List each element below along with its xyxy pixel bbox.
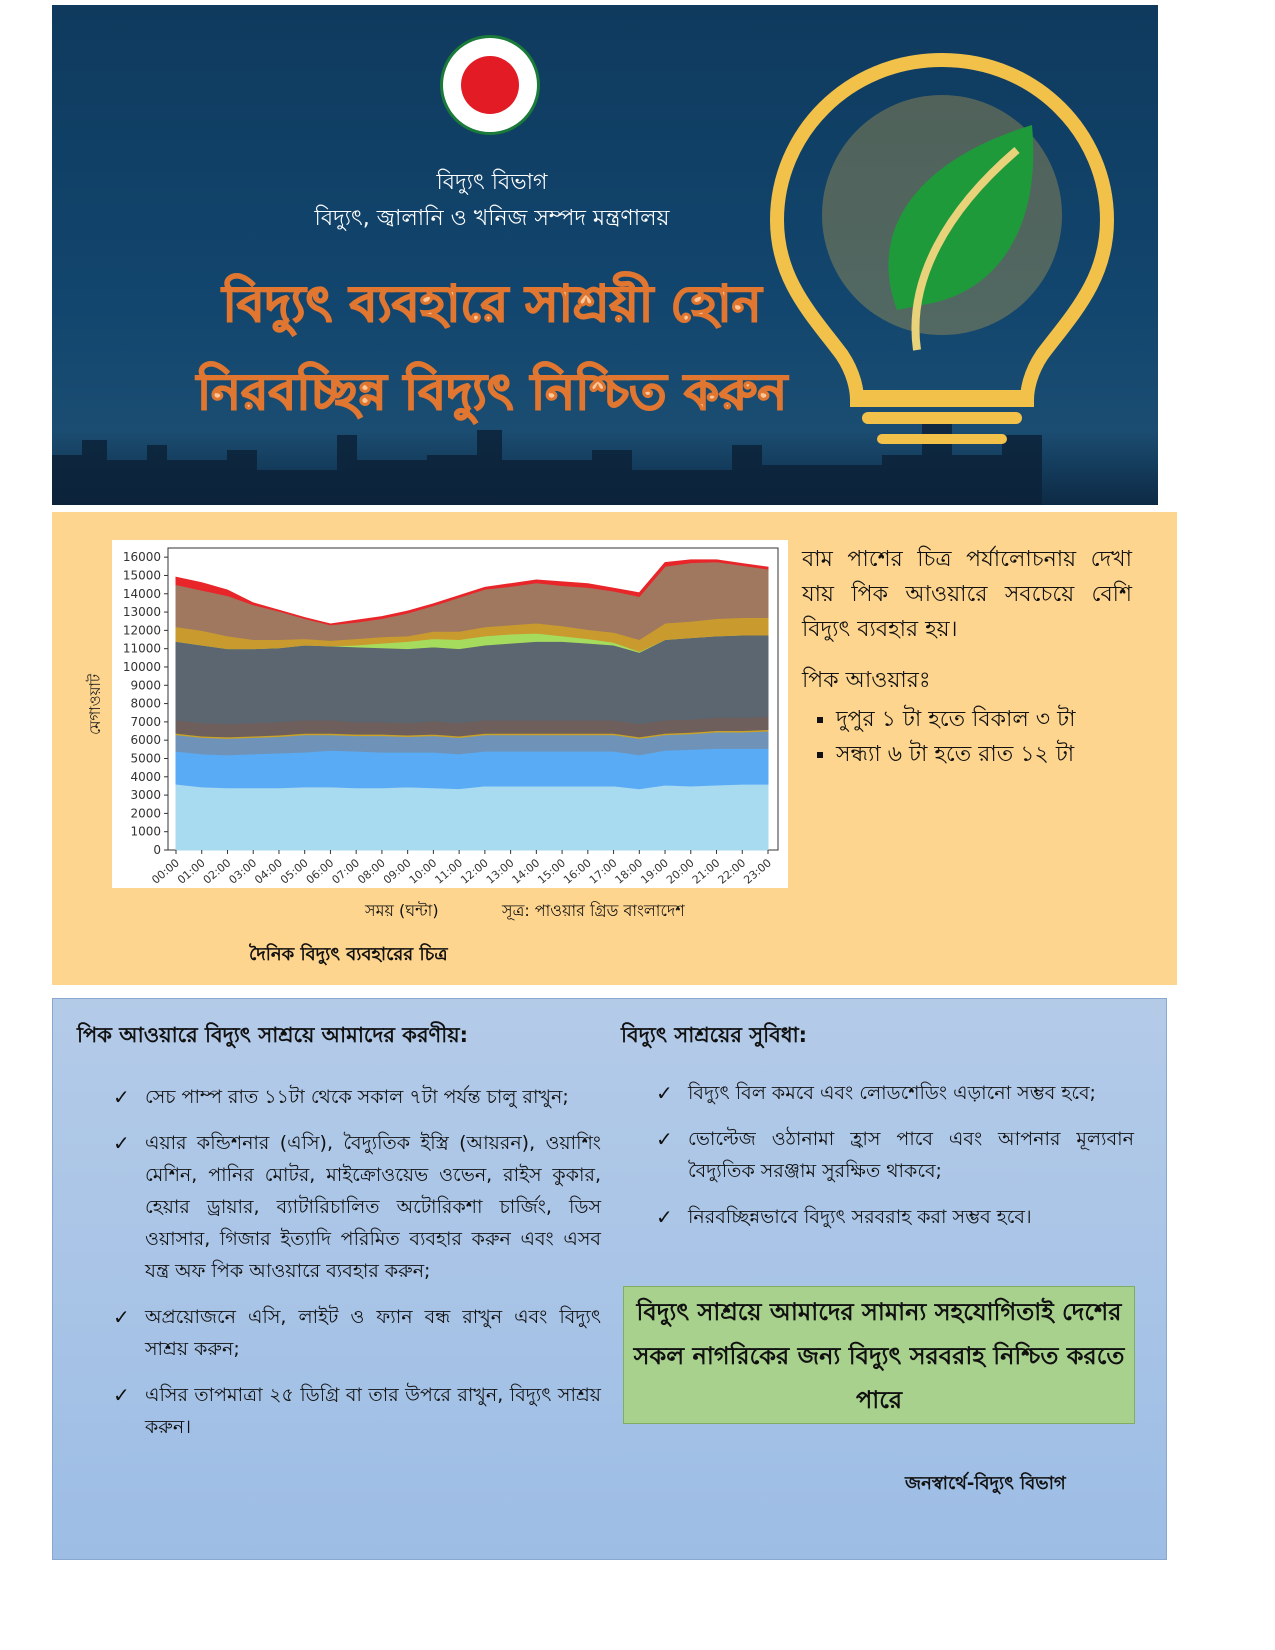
x-tick-label: 01:00 [175, 856, 208, 887]
department-name: বিদ্যুৎ বিভাগ [436, 170, 548, 195]
action-item [113, 1081, 601, 1113]
chart-caption: দৈনিক বিদ্যুৎ ব্যবহারের চিত্র [249, 944, 448, 965]
y-tick-label: 5000 [130, 751, 161, 766]
chart-source: সূত্র: পাওয়ার গ্রিড বাংলাদেশ [502, 901, 685, 920]
x-tick-label: 10:00 [406, 856, 440, 887]
y-tick-label: 15000 [122, 568, 161, 583]
benefit-item [656, 1123, 1134, 1187]
y-tick-label: 8000 [130, 696, 161, 711]
y-tick-label: 14000 [122, 586, 161, 601]
area-series-1 [176, 784, 768, 850]
benefits-title: বিদ্যুৎ সাশ্রয়ের সুবিধা: [621, 1023, 808, 1047]
chart-description-block [802, 542, 1132, 772]
x-tick-label: 09:00 [380, 856, 414, 887]
action-text: এসির তাপমাত্রা ২৫ ডিগ্রি বা তার উপরে রাখুন, বিদ্যুৎ সাশ্রয় করুন। [145, 1384, 601, 1438]
government-seal-logo [440, 35, 540, 135]
checkmark-icon: ✓ [113, 1131, 130, 1155]
peak-hour-item: ▪ দুপুর ১ টা হতে বিকাল ৩ টা [836, 702, 1132, 737]
checkmark-icon: ✓ [656, 1081, 673, 1105]
benefit-item [656, 1201, 1134, 1233]
peak-hour-item: ▪ সন্ধ্যা ৬ টা হতে রাত ১২ টা [836, 737, 1132, 772]
x-tick-label: 20:00 [664, 856, 697, 887]
benefit-text: নিরবচ্ছিন্নভাবে বিদ্যুৎ সরবরাহ করা সম্ভব হবে। [688, 1206, 1032, 1228]
action-text: অপ্রয়োজনে এসি, লাইট ও ফ্যান বন্ধ রাখুন এবং বিদ্যুৎ সাশ্রয় করুন; [145, 1306, 601, 1360]
y-tick-label: 6000 [130, 733, 161, 748]
x-tick-label: 00:00 [149, 856, 182, 887]
x-axis-label: সময় (ঘন্টা) [365, 901, 439, 920]
checkmark-icon: ✓ [113, 1305, 130, 1329]
lightbulb-leaf-icon [747, 50, 1137, 450]
x-tick-label: 21:00 [689, 856, 723, 887]
x-tick-label: 08:00 [355, 856, 388, 887]
ministry-name: বিদ্যুৎ, জ্বালানি ও খনিজ সম্পদ মন্ত্রণালয় [314, 206, 670, 231]
action-text: সেচ পাম্প রাত ১১টা থেকে সকাল ৭টা পর্যন্ত চালু রাখুন; [145, 1086, 569, 1108]
x-tick-label: 03:00 [226, 856, 260, 887]
chart-container [112, 540, 788, 888]
x-tick-label: 02:00 [200, 856, 234, 887]
actions-list [113, 1081, 601, 1457]
action-item [113, 1127, 601, 1287]
stacked-area-chart [112, 540, 788, 888]
header-banner [52, 5, 1158, 505]
x-tick-label: 17:00 [586, 856, 620, 887]
action-text: এয়ার কন্ডিশনার (এসি), বৈদ্যুতিক ইস্ত্রি (আয়রন), ওয়াশিং মেশিন, পানির মোটর, মাইক্রোওয়েভ ওভেন, রাইস কুকার, হেয়ার ড্রায়ার, ব্যাটারিচালিত অটোরিকশা চার্জিং, ডিস ওয়াসার, গিজার ইত্যাদি পরিমিত ব্যবহার করুন এবং এসব যন্ত্র অফ পিক আওয়ারে ব্যবহার করুন; [145, 1132, 601, 1282]
x-tick-label: 15:00 [535, 856, 569, 887]
x-tick-label: 13:00 [483, 856, 517, 887]
callout-box: বিদ্যুৎ সাশ্রয়ে আমাদের সামান্য সহযোগিতাই দেশের সকল নাগরিকের জন্য বিদ্যুৎ সরবরাহ নিশ্চিত করতে পারে [623, 1286, 1135, 1424]
x-tick-label: 14:00 [509, 856, 543, 887]
area-series-2 [176, 748, 768, 788]
y-tick-label: 0 [153, 843, 161, 857]
y-axis-label: মেগাওয়াট [86, 674, 104, 735]
x-tick-label: 12:00 [458, 856, 491, 887]
y-tick-label: 3000 [130, 788, 161, 803]
y-tick-label: 12000 [122, 623, 161, 638]
benefit-item [656, 1077, 1134, 1109]
action-item [113, 1301, 601, 1365]
x-tick-label: 18:00 [612, 856, 646, 887]
action-item [113, 1379, 601, 1443]
actions-title: পিক আওয়ারে বিদ্যুৎ সাশ্রয়ে আমাদের করণীয়: [77, 1023, 468, 1047]
x-tick-label: 22:00 [715, 856, 749, 887]
y-tick-label: 13000 [122, 605, 161, 620]
peak-hours-title: পিক আওয়ারঃ [802, 668, 931, 693]
tips-section [52, 998, 1167, 1560]
peak-hours-list [802, 702, 1132, 772]
chart-section [52, 512, 1177, 985]
benefit-text: বিদ্যুৎ বিল কমবে এবং লোডশেডিং এড়ানো সম্ভব হবে; [688, 1082, 1096, 1104]
y-tick-label: 4000 [130, 769, 161, 784]
benefits-list [656, 1077, 1134, 1247]
x-tick-label: 11:00 [432, 856, 466, 887]
chart-description: বাম পাশের চিত্র পর্যালোচনায় দেখা যায় পিক আওয়ারে সবচেয়ে বেশি বিদ্যুৎ ব্যবহার হয়। [802, 547, 1132, 642]
benefit-text: ভোল্টেজ ওঠানামা হ্রাস পাবে এবং আপনার মূল্যবান বৈদ্যুতিক সরঞ্জাম সুরক্ষিত থাকবে; [688, 1128, 1134, 1182]
y-tick-label: 7000 [130, 714, 161, 729]
headline-2: নিরবচ্ছিন্ন বিদ্যুৎ নিশ্চিত করুন [196, 363, 788, 421]
x-tick-label: 07:00 [329, 856, 363, 887]
checkmark-icon: ✓ [656, 1127, 673, 1151]
headline-1: বিদ্যুৎ ব্যবহারে সাশ্রয়ী হোন [222, 275, 762, 333]
checkmark-icon: ✓ [113, 1085, 130, 1109]
checkmark-icon: ✓ [656, 1205, 673, 1229]
y-tick-label: 16000 [122, 550, 161, 565]
x-tick-label: 06:00 [303, 856, 337, 887]
y-tick-label: 11000 [122, 641, 161, 656]
x-tick-label: 19:00 [638, 856, 671, 887]
y-tick-label: 1000 [130, 824, 161, 839]
y-tick-label: 2000 [130, 806, 161, 821]
x-tick-label: 23:00 [741, 856, 774, 887]
signature: জনস্বার্থে-বিদ্যুৎ বিভাগ [905, 1473, 1066, 1494]
x-tick-label: 16:00 [561, 856, 594, 887]
y-tick-label: 9000 [130, 678, 161, 693]
y-tick-label: 10000 [122, 659, 161, 674]
checkmark-icon: ✓ [113, 1383, 130, 1407]
x-tick-label: 04:00 [252, 856, 285, 887]
x-tick-label: 05:00 [277, 856, 311, 887]
